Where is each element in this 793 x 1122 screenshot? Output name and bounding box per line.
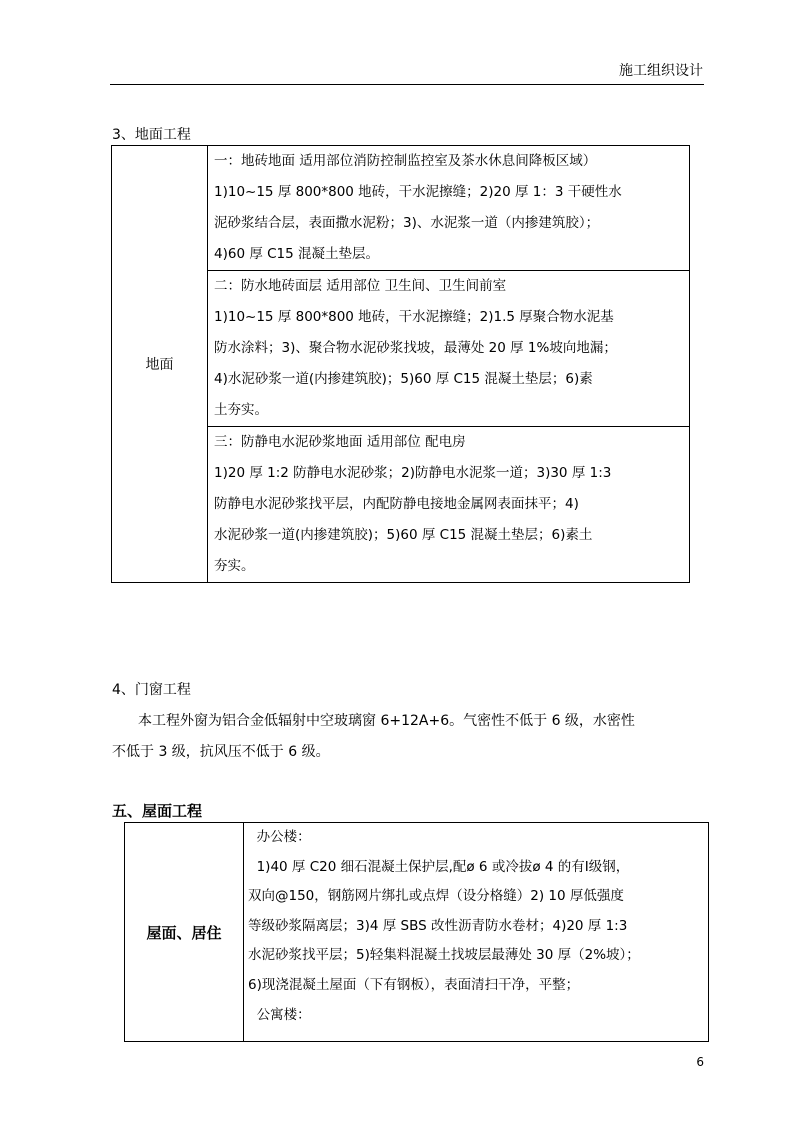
cell-line: 4)60 厚 C15 混凝土垫层。	[214, 246, 380, 262]
cell-line: 二：防水地砖面层 适用部位 卫生间、卫生间前室	[214, 278, 507, 294]
cell-line: 土夯实。	[214, 402, 268, 418]
section-4-heading: 4、门窗工程	[112, 682, 191, 698]
cell-line: 防水涂料；3)、聚合物水泥砂浆找坡，最薄处 20 厚 1%坡向地漏；	[214, 340, 617, 356]
cell-line: 1)40 厚 C20 细石混凝土保护层,配ø 6 或冷拔ø 4 的有Ⅰ级钢，	[248, 858, 630, 875]
cell-line: 6)现浇混凝土屋面（下有钢板），表面清扫干净，平整；	[248, 976, 580, 993]
floor-item-3	[208, 427, 690, 583]
roof-item	[244, 823, 709, 1042]
cell-line: 1)20 厚 1:2 防静电水泥砂浆；2)防静电水泥浆一道；3)30 厚 1:3	[214, 465, 612, 481]
table-row	[125, 823, 709, 1042]
cell-line: 1)10~15 厚 800*800 地砖，干水泥擦缝；2)20 厚 1：3 干硬性水	[214, 184, 622, 200]
floor-table	[111, 145, 690, 583]
roof-table	[124, 822, 709, 1042]
floor-table-label: 地面	[112, 146, 208, 583]
cell-line: 1)10~15 厚 800*800 地砖，干水泥擦缝；2)1.5 厚聚合物水泥基	[214, 309, 614, 325]
cell-line: 夯实。	[214, 558, 255, 574]
section-5-heading: 五、屋面工程	[112, 802, 203, 820]
floor-item-1	[208, 146, 690, 271]
page-header-title: 施工组织设计	[619, 63, 703, 79]
cell-line: 水泥砂浆一道(内掺建筑胶)；5)60 厚 C15 混凝土垫层；6)素土	[214, 527, 593, 543]
floor-item-2	[208, 271, 690, 427]
cell-line: 办公楼：	[248, 829, 311, 845]
paragraph-line: 本工程外窗为铝合金低辐射中空玻璃窗 6+12A+6。气密性不低于 6 级，水密性	[138, 713, 635, 729]
table-row	[112, 146, 690, 271]
page-number: 6	[696, 1055, 704, 1069]
section-3-heading: 3、地面工程	[112, 127, 191, 143]
cell-line: 三：防静电水泥砂浆地面 适用部位 配电房	[214, 434, 466, 450]
cell-line: 等级砂浆隔离层；3)4 厚 SBS 改性沥青防水卷材；4)20 厚 1:3	[248, 917, 628, 934]
cell-line: 公寓楼：	[248, 1006, 311, 1023]
cell-line: 防静电水泥砂浆找平层，内配防静电接地金属网表面抹平；4)	[214, 496, 579, 512]
cell-line: 4)水泥砂浆一道(内掺建筑胶)；5)60 厚 C15 混凝土垫层；6)素	[214, 371, 593, 387]
roof-table-label: 屋面、居住	[125, 823, 244, 1042]
cell-line: 双向@150，钢筋网片绑扎或点焊（设分格缝）2) 10 厚低强度	[248, 888, 624, 905]
cell-line: 泥砂浆结合层，表面撒水泥粉；3)、水泥浆一道（内掺建筑胶）；	[214, 215, 600, 231]
cell-line: 一：地砖地面 适用部位消防控制监控室及茶水休息间降板区域）	[214, 153, 597, 169]
paragraph-line: 不低于 3 级，抗风压不低于 6 级。	[112, 744, 330, 760]
cell-line: 水泥砂浆找平层；5)轻集料混凝土找坡层最薄处 30 厚（2%坡）；	[248, 947, 640, 964]
header-rule	[110, 84, 704, 85]
